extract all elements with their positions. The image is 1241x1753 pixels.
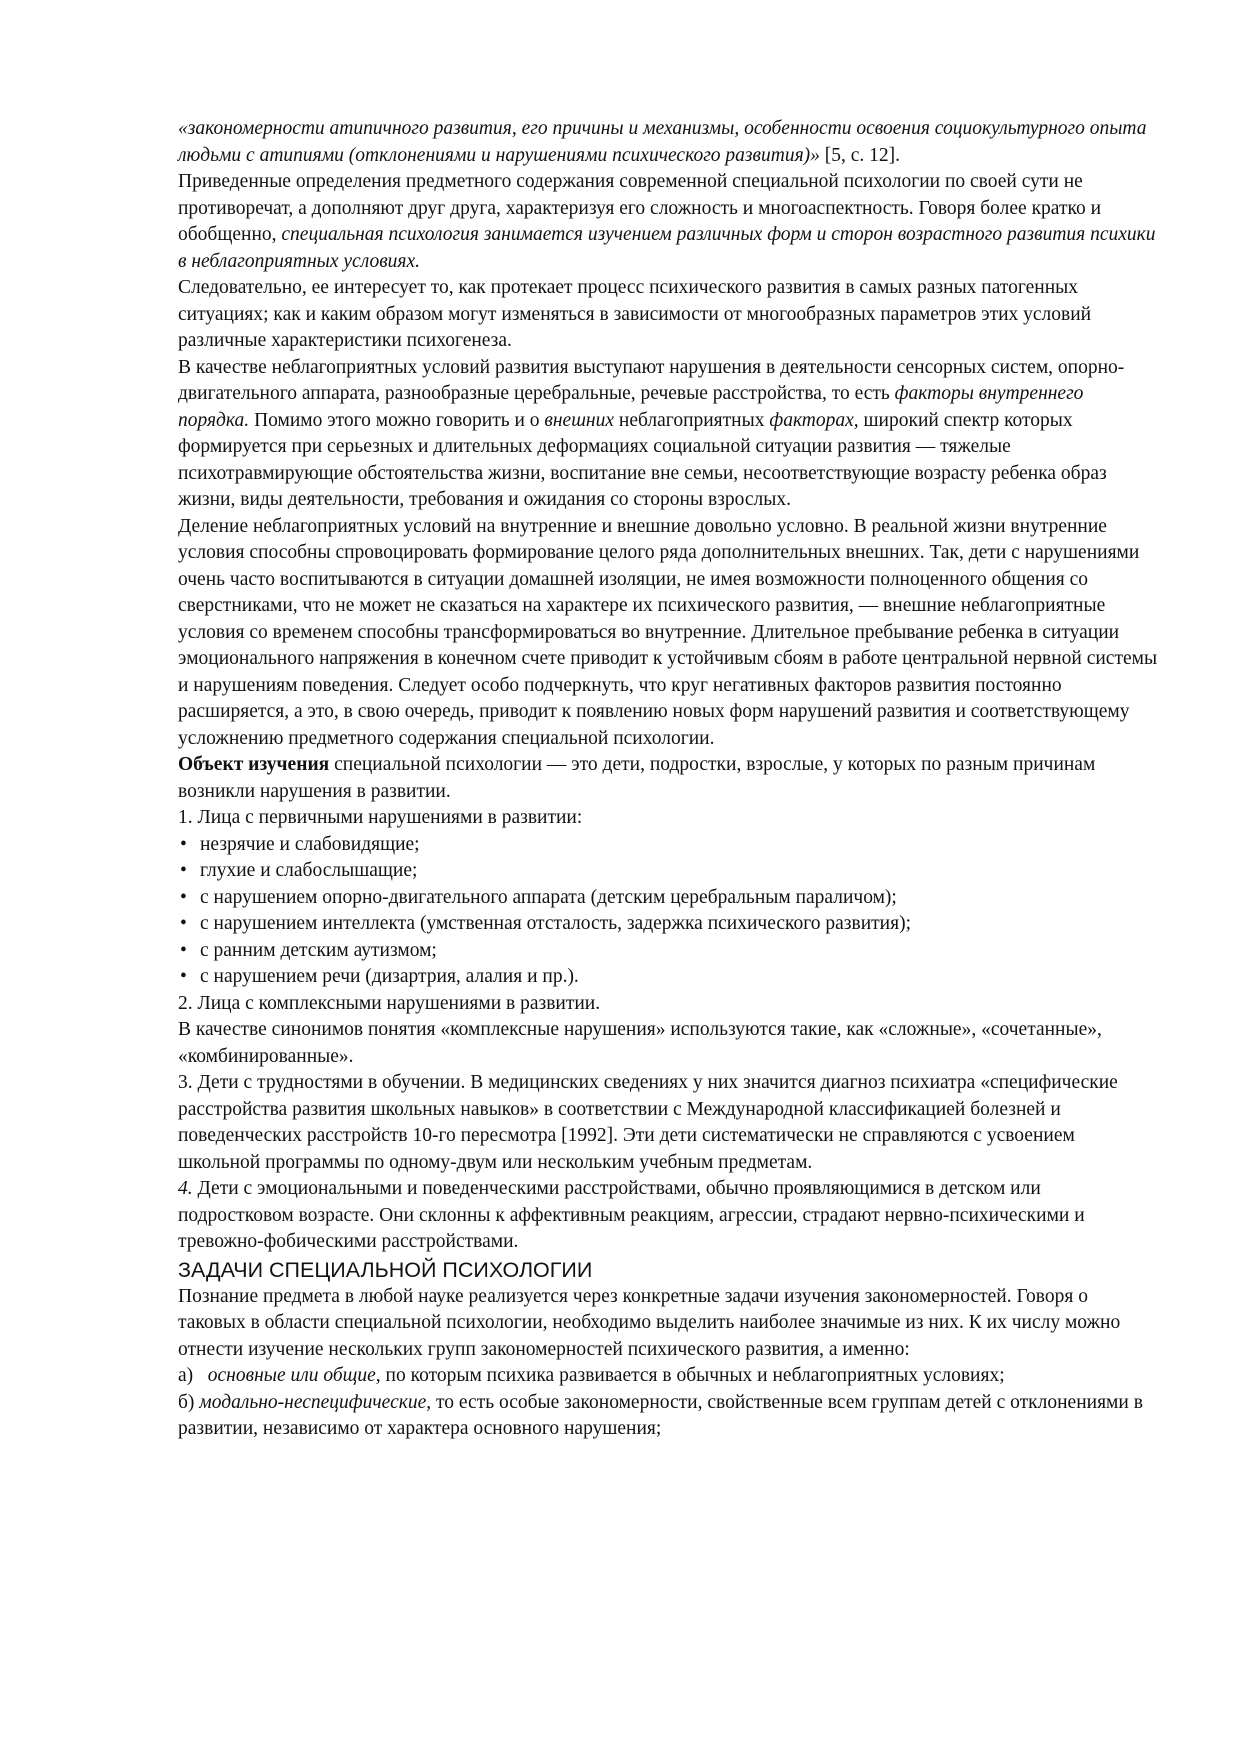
citation: [5, с. 12]. <box>819 144 901 166</box>
bold-term: Объект изучения <box>178 754 330 775</box>
paragraph-division-of-conditions: Деление неблагоприятных условий на внутренние и внешние довольно условно. В реальной жизни внутренние условия способны спровоцировать формирование целого ряда дополнительных внешних. Так, дети с нарушениями очень часто воспитываются в ситуации домашней изоляции, не имея возможности полноценного общения со сверстниками, что не может не сказаться на характере их психического развития, — внешние неблагоприятные условия со временем способны трансформироваться во внутренние. Длительное пребывание ребенка в ситуации эмоционального напряжения в конечном счете приводит к устойчивым сбоям в работе центральной нервной системы и нарушениям поведения. Следует особо подчеркнуть, что круг негативных факторов развития постоянно расширяется, а это, в свою очередь, приводит к появлению новых форм нарушений развития и соответствующему усложнению предметного содержания специальной психологии. <box>178 515 1158 749</box>
document-body <box>178 116 1158 1443</box>
paragraph-text: Приведенные определения предметного содержания современной специальной психологии по своей сути не противоречат, а дополняют друг друга, характеризуя его сложность и многоаспектность. Говоря более кратко и обобщенно, <box>178 171 1102 245</box>
emphasis-italic: модально-неспецифические, <box>199 1391 432 1413</box>
paragraph-text: неблагоприятных <box>614 409 770 431</box>
emphasis-italic: основные или общие, <box>207 1365 381 1386</box>
paragraph-text: Дети с эмоциональными и поведенческими расстройствами, обычно проявляющимися в детском или подростковом возрасте. Они склонны к аффективным реакциям, агрессии, страдают нервно-психическими и тревожно-фобическими расстройствами. <box>178 1178 1085 1252</box>
paragraph-definitions-summary <box>178 169 1158 275</box>
paragraph-text: Помимо этого можно говорить и о <box>249 409 545 431</box>
bullet-list <box>178 832 1158 991</box>
paragraph-tasks-intro: Познание предмета в любой науке реализуется через конкретные задачи изучения закономерностей. Говоря о таковых в области специальной психологии, необходимо выделить наиболее значимые из них. К их числу можно отнести изучение нескольких групп закономерностей психического развития, а именно: <box>178 1285 1121 1360</box>
list-item: • с нарушением речи (дизартрия, алалия и пр.). <box>178 964 1158 991</box>
paragraph-text: В качестве неблагоприятных условий развития выступают нарушения в деятельности сенсорных систем, опорно-двигательного аппарата, разнообразные церебральные, речевые расстройства, то есть <box>178 356 1125 404</box>
list-item: • с нарушением интеллекта (умственная отсталость, задержка психического развития); <box>178 911 1158 938</box>
lettered-item-a <box>178 1363 1158 1390</box>
emphasis-italic: факторы внутреннего порядка. <box>178 383 1084 431</box>
section-heading: ЗАДАЧИ СПЕЦИАЛЬНОЙ ПСИХОЛОГИИ <box>178 1257 593 1282</box>
paragraph-adverse-conditions <box>178 355 1158 514</box>
list-item: • глухие и слабослышащие; <box>178 858 1158 885</box>
lettered-item-b <box>178 1390 1158 1443</box>
quote-italic: «закономерности атипичного развития, его причины и механизмы, особенности освоения социокультурного опыта людьми с атипиями (отклонениями и нарушениями психического развития)» <box>178 118 1147 166</box>
paragraph-definition-quote <box>178 116 1158 169</box>
item-label: а) <box>178 1365 208 1386</box>
list-intro: 1. Лица с первичными нарушениями в развитии: <box>178 807 583 828</box>
numbered-item-3: 3. Дети с трудностями в обучении. В медицинских сведениях у них значится диагноз психиатра «специфические расстройства развития школьных навыков» в соответствии с Международной классификацией болезней и поведенческих расстройств 10-го пересмотра [1992]. Эти дети систематически не справляются с усвоением школьной программы по одному-двум или нескольким учебным предметам. <box>178 1072 1118 1173</box>
emphasis-italic: факторах, <box>769 409 859 431</box>
emphasis-italic: специальная психология занимается изучением различных форм и сторон возрастного развития психики в неблагоприятных условиях. <box>178 224 1156 272</box>
emphasis-italic: внешних <box>544 409 615 431</box>
list-item: • незрячие и слабовидящие; <box>178 832 1158 859</box>
paragraph-text: широкий спектр которых формируется при серьезных и длительных деформациях социальной ситуации развития — тяжелые психотравмирующие обстоятельства жизни, воспитание вне семьи, несоответствующие возрасту ребенка образ жизни, виды деятельности, требования и ожидания со стороны взрослых. <box>178 409 1107 510</box>
list-item: • с нарушением опорно-двигательного аппарата (детским церебральным параличом); <box>178 885 1158 912</box>
paragraph-text: то есть особые закономерности, свойственные всем группам детей с отклонениями в развитии, независимо от характера основного нарушения; <box>178 1391 1143 1439</box>
numbered-item-2: 2. Лица с комплексными нарушениями в развитии. <box>178 992 601 1014</box>
paragraph-consequently: Следовательно, ее интересует то, как протекает процесс психического развития в самых разных патогенных ситуациях; как и каким образом могут изменяться в зависимости от многообразных параметров этих условий различные характеристики психогенеза. <box>178 277 1092 351</box>
paragraph-text: специальной психологии — это дети, подростки, взрослые, у которых по разным причинам возникли нарушения в развитии. <box>178 754 1096 802</box>
list-item: • с ранним детским аутизмом; <box>178 938 1158 965</box>
numbered-item-4 <box>178 1176 1158 1256</box>
item-number: 4. <box>178 1178 193 1199</box>
item-label: б) <box>178 1391 200 1413</box>
numbered-item-2-description: В качестве синонимов понятия «комплексные нарушения» используются такие, как «сложные», «сочетанные», «комбинированные». <box>178 1019 1102 1067</box>
paragraph-text: по которым психика развивается в обычных и неблагоприятных условиях; <box>380 1365 1005 1386</box>
paragraph-object-of-study <box>178 752 1158 805</box>
